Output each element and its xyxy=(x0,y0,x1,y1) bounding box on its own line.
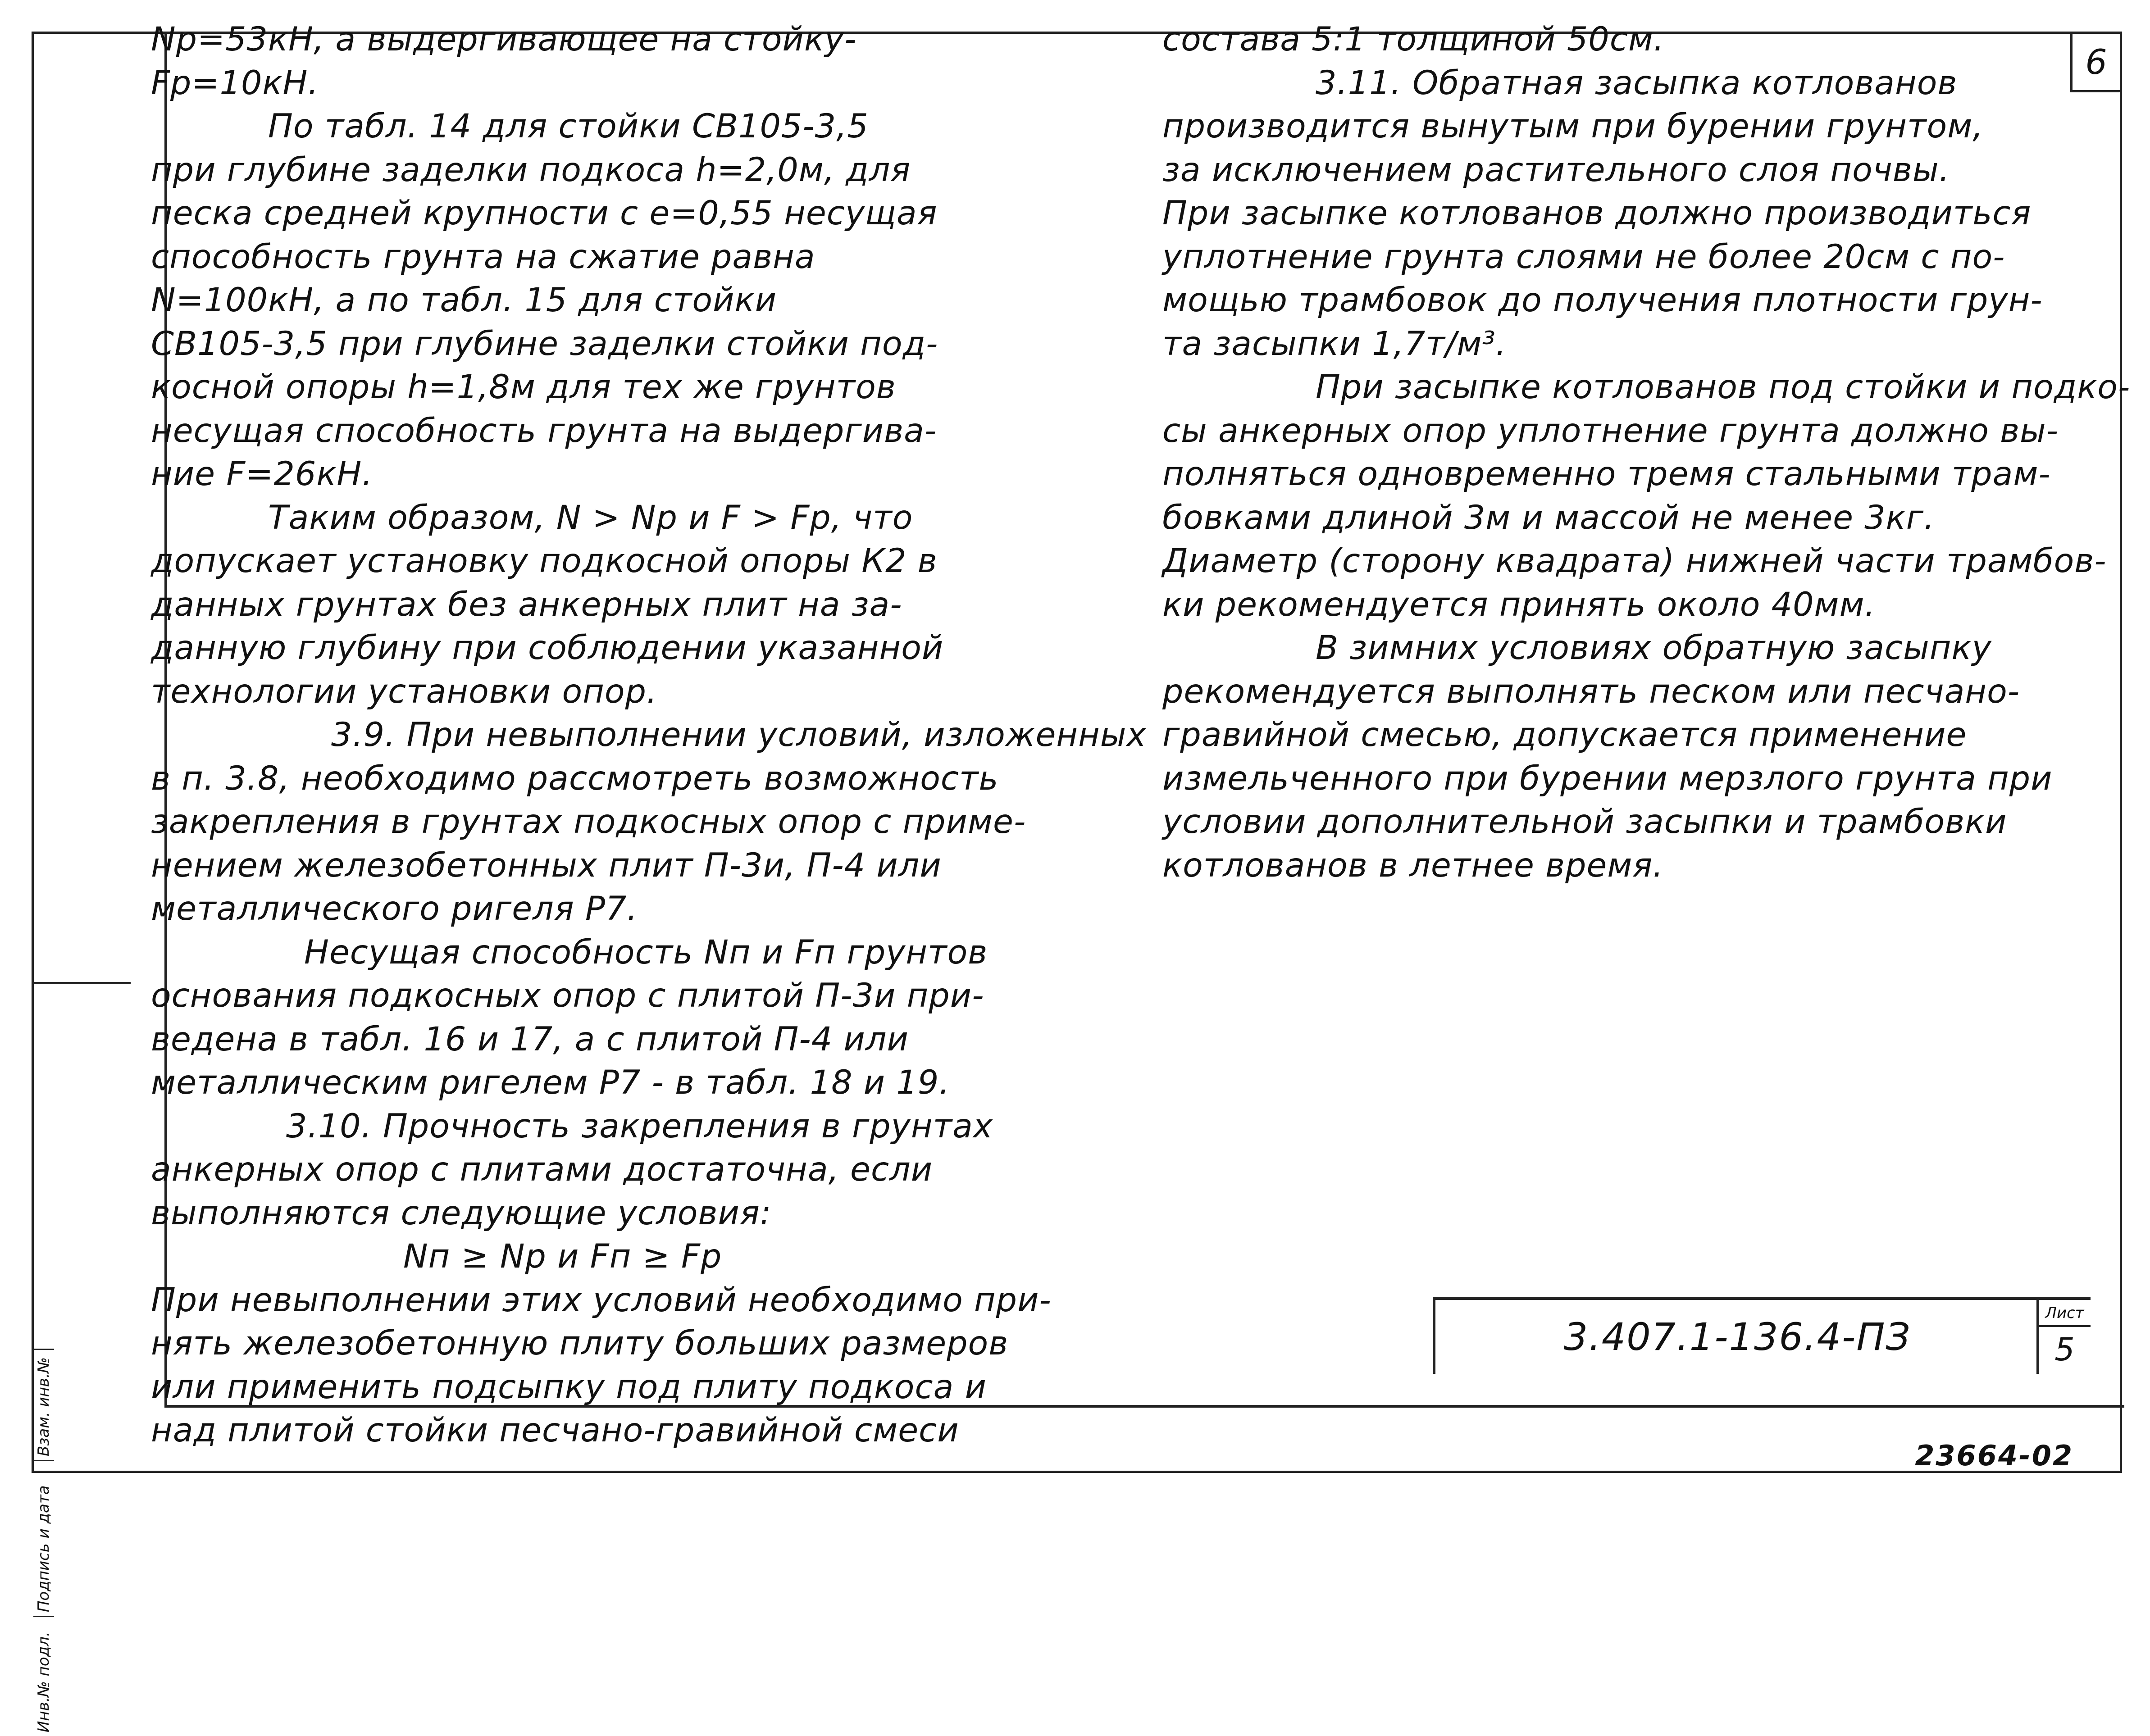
left-column-line: выполняются следующие условия: xyxy=(151,1194,772,1232)
right-column-line: измельченного при бурении мерзлого грунта при xyxy=(1162,759,2053,798)
side-label-replacement: Взам. инв.№ xyxy=(33,1349,54,1460)
right-column-line: уплотнение грунта слоями не более 20см с по- xyxy=(1162,237,2005,276)
side-strip-labels xyxy=(33,1349,54,1736)
left-column-line: 3.9. При невыполнении условий, изложенных xyxy=(331,716,1147,754)
left-column-line: над плитой стойки песчано-гравийной смеси xyxy=(151,1411,959,1450)
left-column-line: допускает установку подкосной опоры К2 в xyxy=(151,542,938,580)
page-corner-number: 6 xyxy=(2070,34,2120,92)
left-column-line: косной опоры h=1,8м для тех же грунтов xyxy=(151,368,896,406)
right-column-line: гравийной смесью, допускается применение xyxy=(1162,716,1967,754)
right-column-line: бовками длиной 3м и массой не менее 3кг. xyxy=(1162,498,1935,537)
sheet-label: Лист xyxy=(2039,1302,2091,1327)
left-column-line: Несущая способность Nп и Fп грунтов xyxy=(304,933,988,972)
side-label-signature-date: Подпись и дата xyxy=(33,1460,54,1616)
left-column-line: металлическим ригелем Р7 - в табл. 18 и 19. xyxy=(151,1063,950,1102)
right-column-line: При засыпке котлованов должно производиться xyxy=(1162,194,2032,232)
left-column-line: данных грунтах без анкерных плит на за- xyxy=(151,585,902,624)
right-column-line: за исключением растительного слоя почвы. xyxy=(1162,150,1950,189)
left-column-line: технологии установки опор. xyxy=(151,672,658,711)
right-column-line: состава 5:1 толщиной 50см. xyxy=(1162,20,1665,59)
left-column-line: анкерных опор с плитами достаточна, если xyxy=(151,1150,933,1189)
left-column-line: данную глубину при соблюдении указанной xyxy=(151,629,944,667)
right-column-line: условии дополнительной засыпки и трамбовки xyxy=(1162,803,2007,841)
left-column-line: ние F=26кН. xyxy=(151,455,373,493)
left-column-line: несущая способность грунта на выдергива- xyxy=(151,411,937,450)
side-label-inventory: Инв.№ подл. xyxy=(33,1616,54,1736)
left-text-column xyxy=(151,18,1147,1453)
title-block-stamp xyxy=(1433,1297,2091,1374)
sheet-number-box xyxy=(2036,1300,2091,1374)
right-column-line: производится вынутым при бурении грунтом, xyxy=(1162,107,1984,145)
left-column-line: 3.10. Прочность закрепления в грунтах xyxy=(286,1107,993,1145)
left-column-line: песка средней крупности с е=0,55 несущая xyxy=(151,194,938,232)
right-text-column xyxy=(1162,18,2131,887)
right-column-line: рекомендуется выполнять песком или песчано- xyxy=(1162,672,2020,711)
left-column-line: ведена в табл. 16 и 17, а с плитой П-4 или xyxy=(151,1020,909,1059)
left-column-line: Nр=53кН, а выдергивающее на стойку- xyxy=(151,20,857,59)
right-column-line: 3.11. Обратная засыпка котлованов xyxy=(1316,64,1958,102)
side-approval-strip xyxy=(32,982,131,1732)
right-column-line: сы анкерных опор уплотнение грунта должно вы- xyxy=(1162,411,2059,450)
left-column-line: Nп ≥ Nр и Fп ≥ Fр xyxy=(403,1237,722,1276)
right-column-line: котлованов в летнее время. xyxy=(1162,846,1664,885)
left-column-line: металлического ригеля Р7. xyxy=(151,890,638,928)
left-column-line: По табл. 14 для стойки СВ105-3,5 xyxy=(268,107,869,145)
left-column-line: нять железобетонную плиту больших размеров xyxy=(151,1324,1009,1363)
right-column-line: ки рекомендуется принять около 40мм. xyxy=(1162,585,1876,624)
left-column-line: нением железобетонных плит П-3и, П-4 или xyxy=(151,846,942,885)
right-column-line: мощью трамбовок до получения плотности грун- xyxy=(1162,281,2043,319)
left-column-line: основания подкосных опор с плитой П-3и при- xyxy=(151,977,984,1015)
left-column-line: N=100кН, а по табл. 15 для стойки xyxy=(151,281,777,319)
right-column-line: полняться одновременно тремя стальными трам- xyxy=(1162,455,2051,493)
left-column-line: Fр=10кН. xyxy=(151,64,319,102)
left-column-line: способность грунта на сжатие равна xyxy=(151,237,815,276)
left-column-line: Таким образом, N > Nр и F > Fр, что xyxy=(268,498,913,537)
side-strip-column xyxy=(32,984,53,1732)
left-column-line: закрепления в грунтах подкосных опор с приме- xyxy=(151,803,1026,841)
left-column-line: при глубине заделки подкоса h=2,0м, для xyxy=(151,150,911,189)
left-column-line: При невыполнении этих условий необходимо при- xyxy=(151,1281,1052,1319)
right-column-line: В зимних условиях обратную засыпку xyxy=(1316,629,1992,667)
right-column-line: При засыпке котлованов под стойки и подко- xyxy=(1316,368,2131,406)
right-column-line: та засыпки 1,7т/м³. xyxy=(1162,324,1507,363)
sheet-number: 5 xyxy=(2054,1331,2075,1368)
right-column-line: Диаметр (сторону квадрата) нижней части трамбов- xyxy=(1162,542,2107,580)
left-column-line: в п. 3.8, необходимо рассмотреть возможность xyxy=(151,759,999,798)
left-column-line: или применить подсыпку под плиту подкоса и xyxy=(151,1368,987,1406)
archive-number: 23664-02 xyxy=(1915,1439,2073,1472)
document-code: 3.407.1-136.4-ПЗ xyxy=(1563,1315,1911,1359)
left-column-line: СВ105-3,5 при глубине заделки стойки под- xyxy=(151,324,938,363)
